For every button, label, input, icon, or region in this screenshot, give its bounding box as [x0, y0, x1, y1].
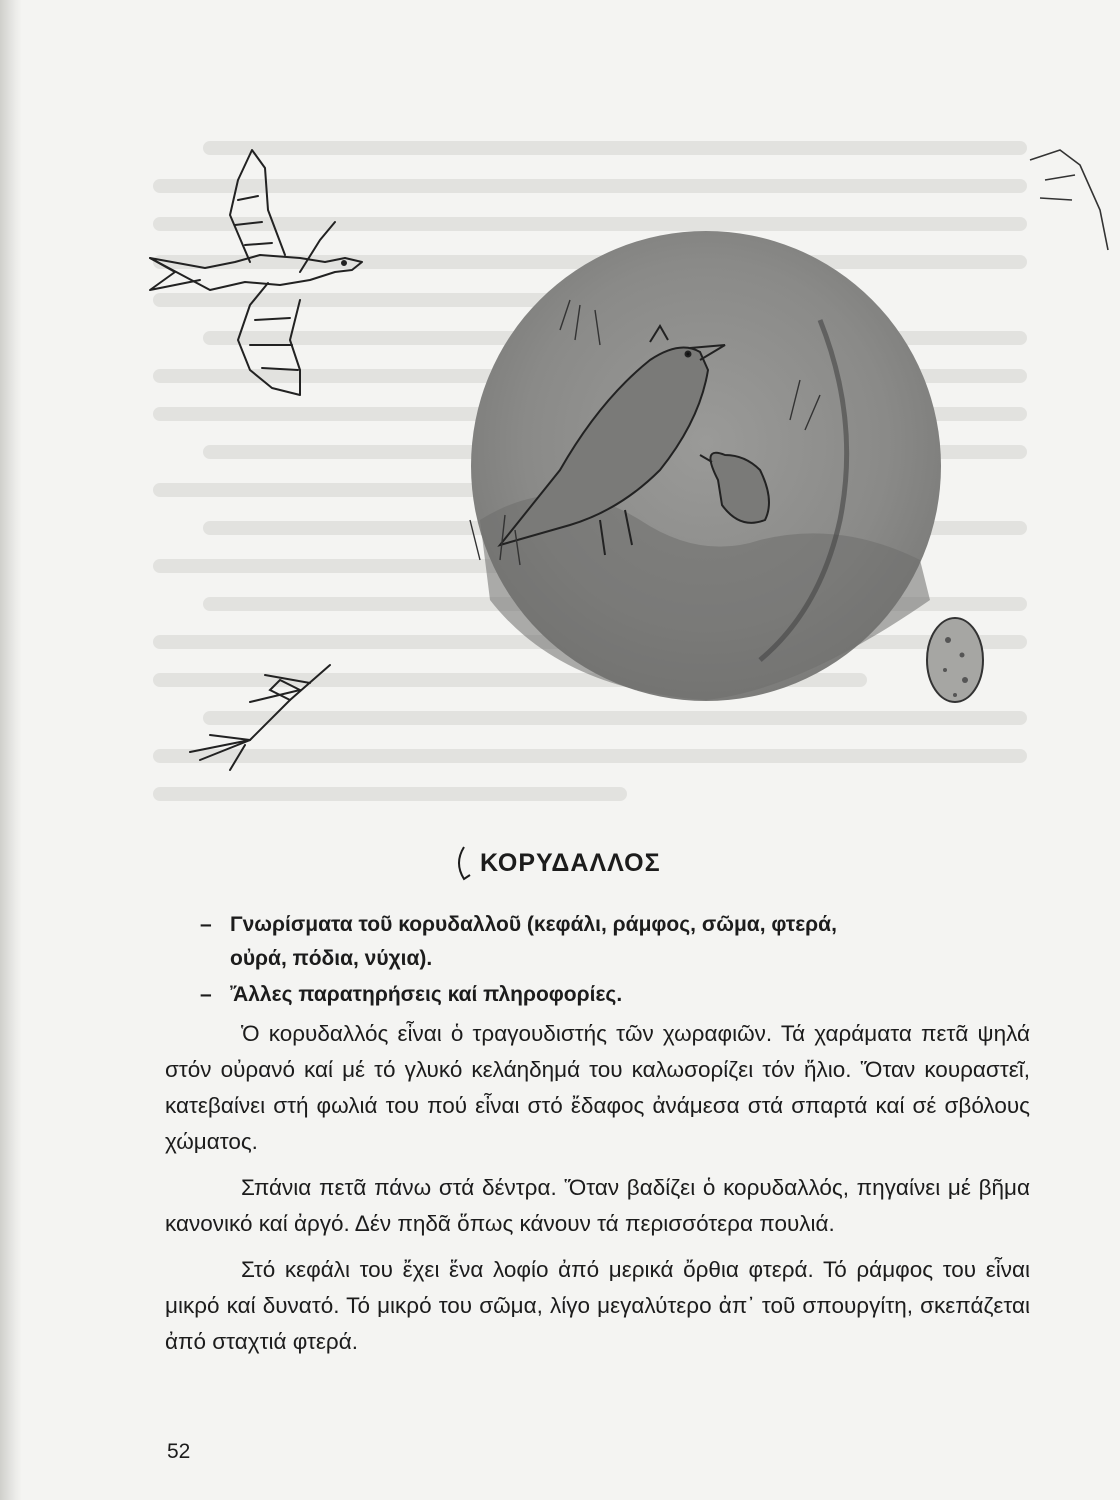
paragraph: Στό κεφάλι του ἔχει ἕνα λοφίο ἀπό μερικά ὄρθια φτερά. Τό ράμφος του εἶναι μικρό καί δυνατό. Τό μικρό του σῶμα, λίγο μεγαλύτερο ἀπ᾿ τοῦ σπουργίτη, σκεπάζεται ἀπό σταχτιά φτερά.: [165, 1257, 1030, 1354]
lark-egg-drawing: [927, 618, 983, 702]
section-heading: [452, 838, 661, 888]
paragraph: Ὁ κορυδαλλός εἶναι ὁ τραγουδιστής τῶν χωραφιῶν. Τά χαράματα πετᾶ ψηλά στόν οὐρανό καί μέ τό γλυκό κελάηδημά του καλωσορίζει τόν ἥλιο. Ὅταν κουραστεῖ, κατεβαίνει στή φωλιά του πού εἶναι στό ἔδαφος ἀνάμεσα στά σπαρτά καί σέ σβόλους χώματος.: [165, 1021, 1030, 1154]
guide-point: [200, 908, 1020, 976]
bracket-mark-icon: [452, 845, 472, 881]
list-dash: –: [200, 983, 212, 1006]
guide-point-continuation: οὐρά, πόδια, νύχια).: [230, 947, 433, 970]
guide-point: [200, 978, 1020, 1012]
guide-point-text: Ἄλλες παρατηρήσεις καί πληροφορίες.: [230, 983, 623, 1006]
paragraph: Σπάνια πετᾶ πάνω στά δέντρα. Ὅταν βαδίζει ὁ κορυδαλλός, πηγαίνει μέ βῆμα κανονικό καί ἀργό. Δέν πηδᾶ ὅπως κάνουν τά περισσότερα πουλιά.: [165, 1175, 1030, 1236]
nest-scene-circle: [470, 231, 941, 701]
page-title: ΚΟΡΥΔΑΛΛΟΣ: [480, 848, 661, 877]
guide-point-text: Γνωρίσματα τοῦ κορυδαλλοῦ (κεφάλι, ράμφος, σῶμα, φτερά,: [230, 913, 837, 936]
body-text: [165, 1016, 1030, 1370]
list-dash: –: [200, 913, 212, 936]
page-number: 52: [167, 1440, 191, 1463]
bird-fragment-drawing: [1030, 150, 1108, 250]
